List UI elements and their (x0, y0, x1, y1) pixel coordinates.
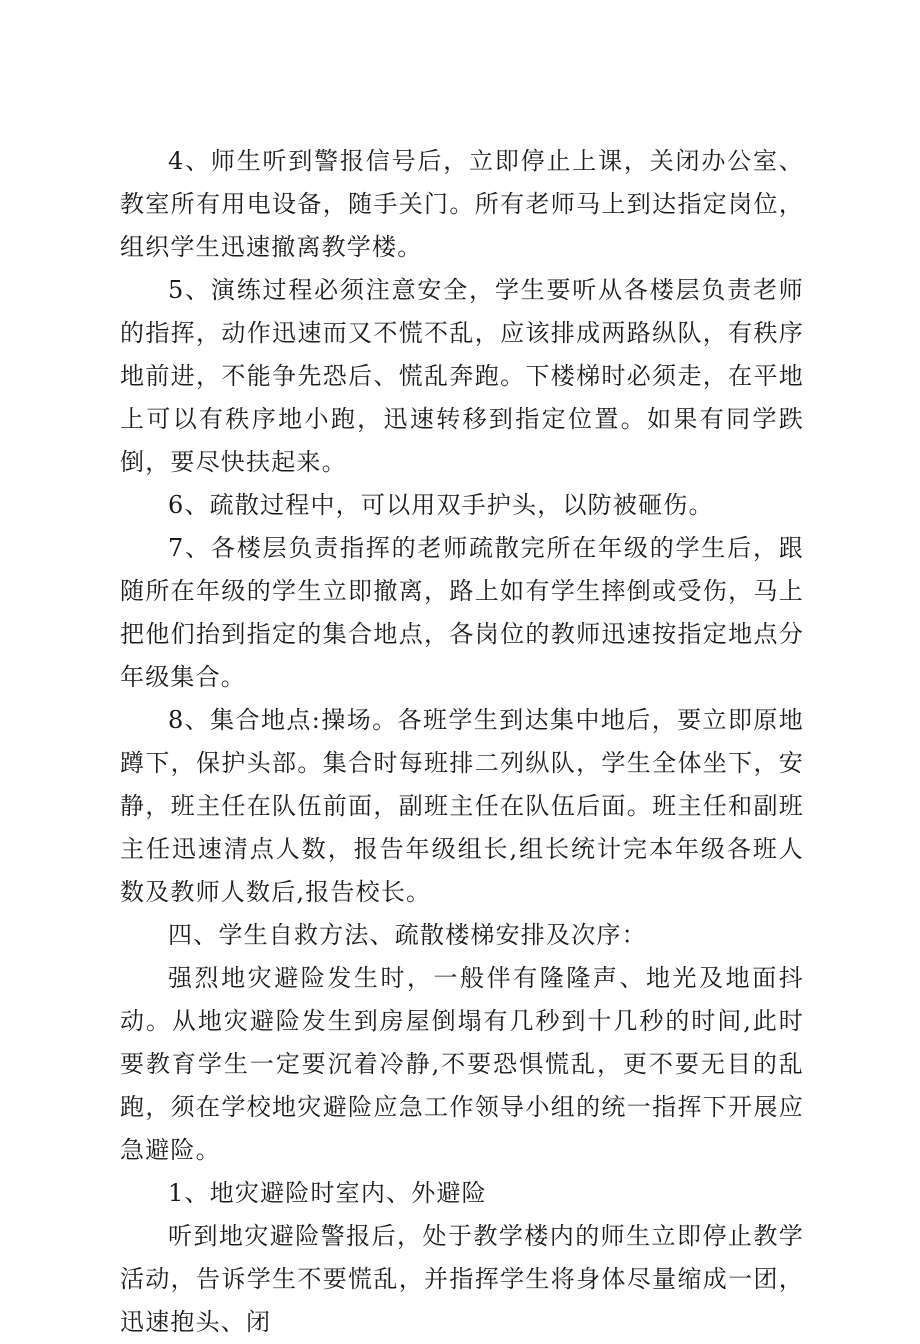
paragraph-item-4: 4、师生听到警报信号后，立即停止上课，关闭办公室、教室所有用电设备，随手关门。所有老师马上到达指定岗位，组织学生迅速撤离教学楼。 (120, 147, 804, 261)
paragraph-indoor-outdoor: 听到地灾避险警报后，处于教学楼内的师生立即停止教学活动，告诉学生不要慌乱，并指挥学生将身体尽量缩成一团，迅速抱头、闭 (120, 1222, 804, 1336)
paragraph-overview: 强烈地灾避险发生时，一般伴有隆隆声、地光及地面抖动。从地灾避险发生到房屋倒塌有几秒到十几秒的时间,此时要教育学生一定要沉着冷静,不要恐惧慌乱，更不要无目的乱跑，须在学校地灾避险应急工作领导小组的统一指挥下开展应急避险。 (120, 964, 804, 1164)
paragraph-item-8: 8、集合地点:操场。各班学生到达集中地后，要立即原地蹲下，保护头部。集合时每班排二列纵队，学生全体坐下，安静，班主任在队伍前面，副班主任在队伍后面。班主任和副班主任迅速清点人数，报告年级组长,组长统计完本年级各班人数及教师人数后,报告校长。 (120, 706, 804, 906)
paragraph-item-5: 5、演练过程必须注意安全，学生要听从各楼层负责老师的指挥，动作迅速而又不慌不乱，应该排成两路纵队，有秩序地前进，不能争先恐后、慌乱奔跑。下楼梯时必须走，在平地上可以有秩序地小跑，迅速转移到指定位置。如果有同学跌倒，要尽快扶起来。 (120, 276, 804, 476)
paragraph-item-7: 7、各楼层负责指挥的老师疏散完所在年级的学生后，跟随所在年级的学生立即撤离，路上如有学生摔倒或受伤，马上把他们抬到指定的集合地点，各岗位的教师迅速按指定地点分年级集合。 (120, 534, 804, 691)
document-body (120, 140, 804, 1344)
paragraph-item-6: 6、疏散过程中，可以用双手护头，以防被砸伤。 (168, 491, 714, 519)
section-heading-4: 四、学生自救方法、疏散楼梯安排及次序： (168, 921, 647, 949)
subsection-heading-1: 1、地灾避险时室内、外避险 (168, 1179, 487, 1207)
